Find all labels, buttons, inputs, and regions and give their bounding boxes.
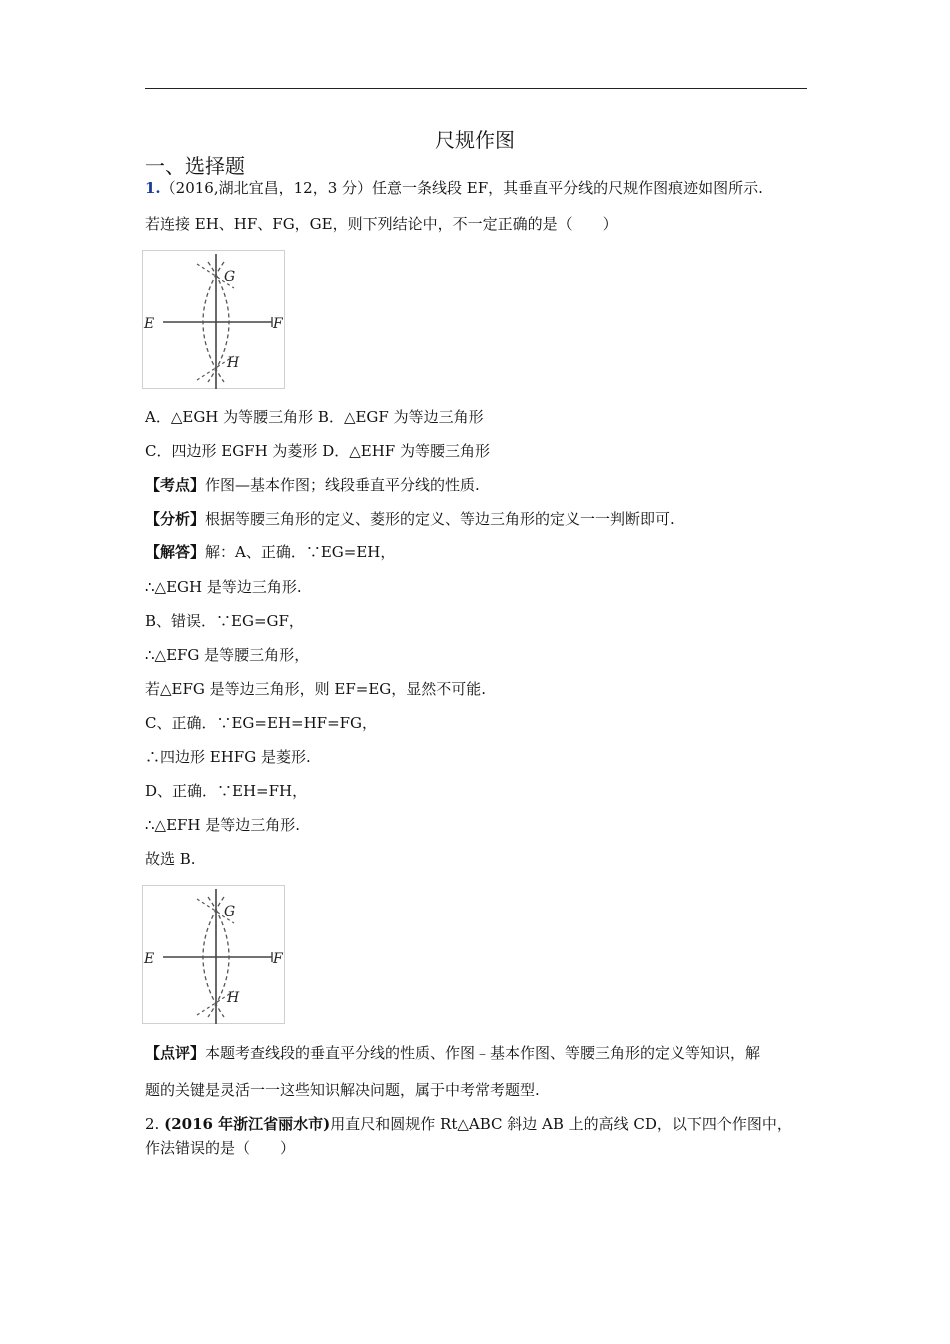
header-rule bbox=[145, 88, 807, 89]
label-h: H bbox=[227, 990, 240, 1006]
jieda-label: 【解答】 bbox=[145, 543, 206, 561]
q1-kaodian bbox=[145, 475, 480, 495]
fenxi-label: 【分析】 bbox=[145, 510, 206, 528]
label-f: F bbox=[273, 951, 283, 967]
label-f: F bbox=[273, 316, 283, 332]
q1-stem-line2: 若连接 EH、HF、FG，GE，则下列结论中，不一定正确的是（ ） bbox=[145, 215, 618, 233]
perpendicular-bisector-figure bbox=[142, 885, 286, 1025]
solution-line: D、正确．∵EH=FH， bbox=[145, 782, 308, 800]
solution-line: ∴△EFG 是等腰三角形， bbox=[145, 646, 310, 664]
q1-stem-line1 bbox=[145, 178, 763, 198]
label-e: E bbox=[144, 951, 155, 967]
label-g: G bbox=[224, 269, 236, 285]
label-h: H bbox=[227, 355, 240, 371]
perpendicular-bisector-figure bbox=[142, 250, 286, 390]
q2-number: 2. bbox=[145, 1115, 160, 1133]
q1-dianping-line2: 题的关键是灵活一一这些知识解决问题，属于中考常考题型. bbox=[145, 1081, 540, 1099]
section-heading: 一、选择题 bbox=[145, 154, 245, 178]
dianping-label: 【点评】 bbox=[145, 1044, 206, 1062]
q1-stem-text: （2016,湖北宜昌，12，3 分）任意一条线段 EF，其垂直平分线的尺规作图痕迹如图所示. bbox=[160, 179, 763, 197]
kaodian-text: 作图—基本作图；线段垂直平分线的性质. bbox=[205, 476, 480, 494]
jieda-text: 解：A、正确．∵EG=EH， bbox=[205, 543, 396, 561]
solution-line: ∴四边形 EHFG 是菱形. bbox=[145, 748, 311, 766]
q1-dianping bbox=[145, 1043, 760, 1063]
label-g: G bbox=[224, 904, 236, 920]
q2-stem-line1 bbox=[145, 1114, 792, 1134]
solution-line: C、正确．∵EG=EH=HF=FG， bbox=[145, 714, 378, 732]
page-title: 尺规作图 bbox=[435, 128, 515, 152]
q1-options-line2: C．四边形 EGFH 为菱形 D．△EHF 为等腰三角形 bbox=[145, 442, 490, 460]
solution-line: 若△EFG 是等边三角形，则 EF=EG，显然不可能. bbox=[145, 680, 487, 698]
solution-line: B、错误．∵EG=GF， bbox=[145, 612, 304, 630]
q1-number: 1. bbox=[145, 179, 161, 197]
label-e: E bbox=[144, 316, 155, 332]
q1-figure bbox=[142, 250, 286, 390]
q1-fenxi bbox=[145, 509, 675, 529]
q2-stem-text: 用直尺和圆规作 Rt△ABC 斜边 AB 上的高线 CD，以下四个作图中， bbox=[330, 1115, 792, 1133]
kaodian-label: 【考点】 bbox=[145, 476, 206, 494]
solution-line: ∴△EFH 是等边三角形. bbox=[145, 816, 301, 834]
fenxi-text: 根据等腰三角形的定义、菱形的定义、等边三角形的定义一一判断即可. bbox=[205, 510, 675, 528]
q1-figure-repeat bbox=[142, 885, 286, 1025]
q2-source: (2016 年浙江省丽水市) bbox=[164, 1115, 331, 1133]
solution-line: ∴△EGH 是等边三角形. bbox=[145, 578, 302, 596]
dianping-text: 本题考查线段的垂直平分线的性质、作图﹣基本作图、等腰三角形的定义等知识，解 bbox=[205, 1044, 761, 1062]
q2-stem-line2: 作法错误的是（ ） bbox=[145, 1139, 296, 1157]
solution-line: 故选 B. bbox=[145, 850, 196, 868]
q1-options-line1: A．△EGH 为等腰三角形 B．△EGF 为等边三角形 bbox=[145, 408, 484, 426]
q1-jieda bbox=[145, 542, 395, 562]
